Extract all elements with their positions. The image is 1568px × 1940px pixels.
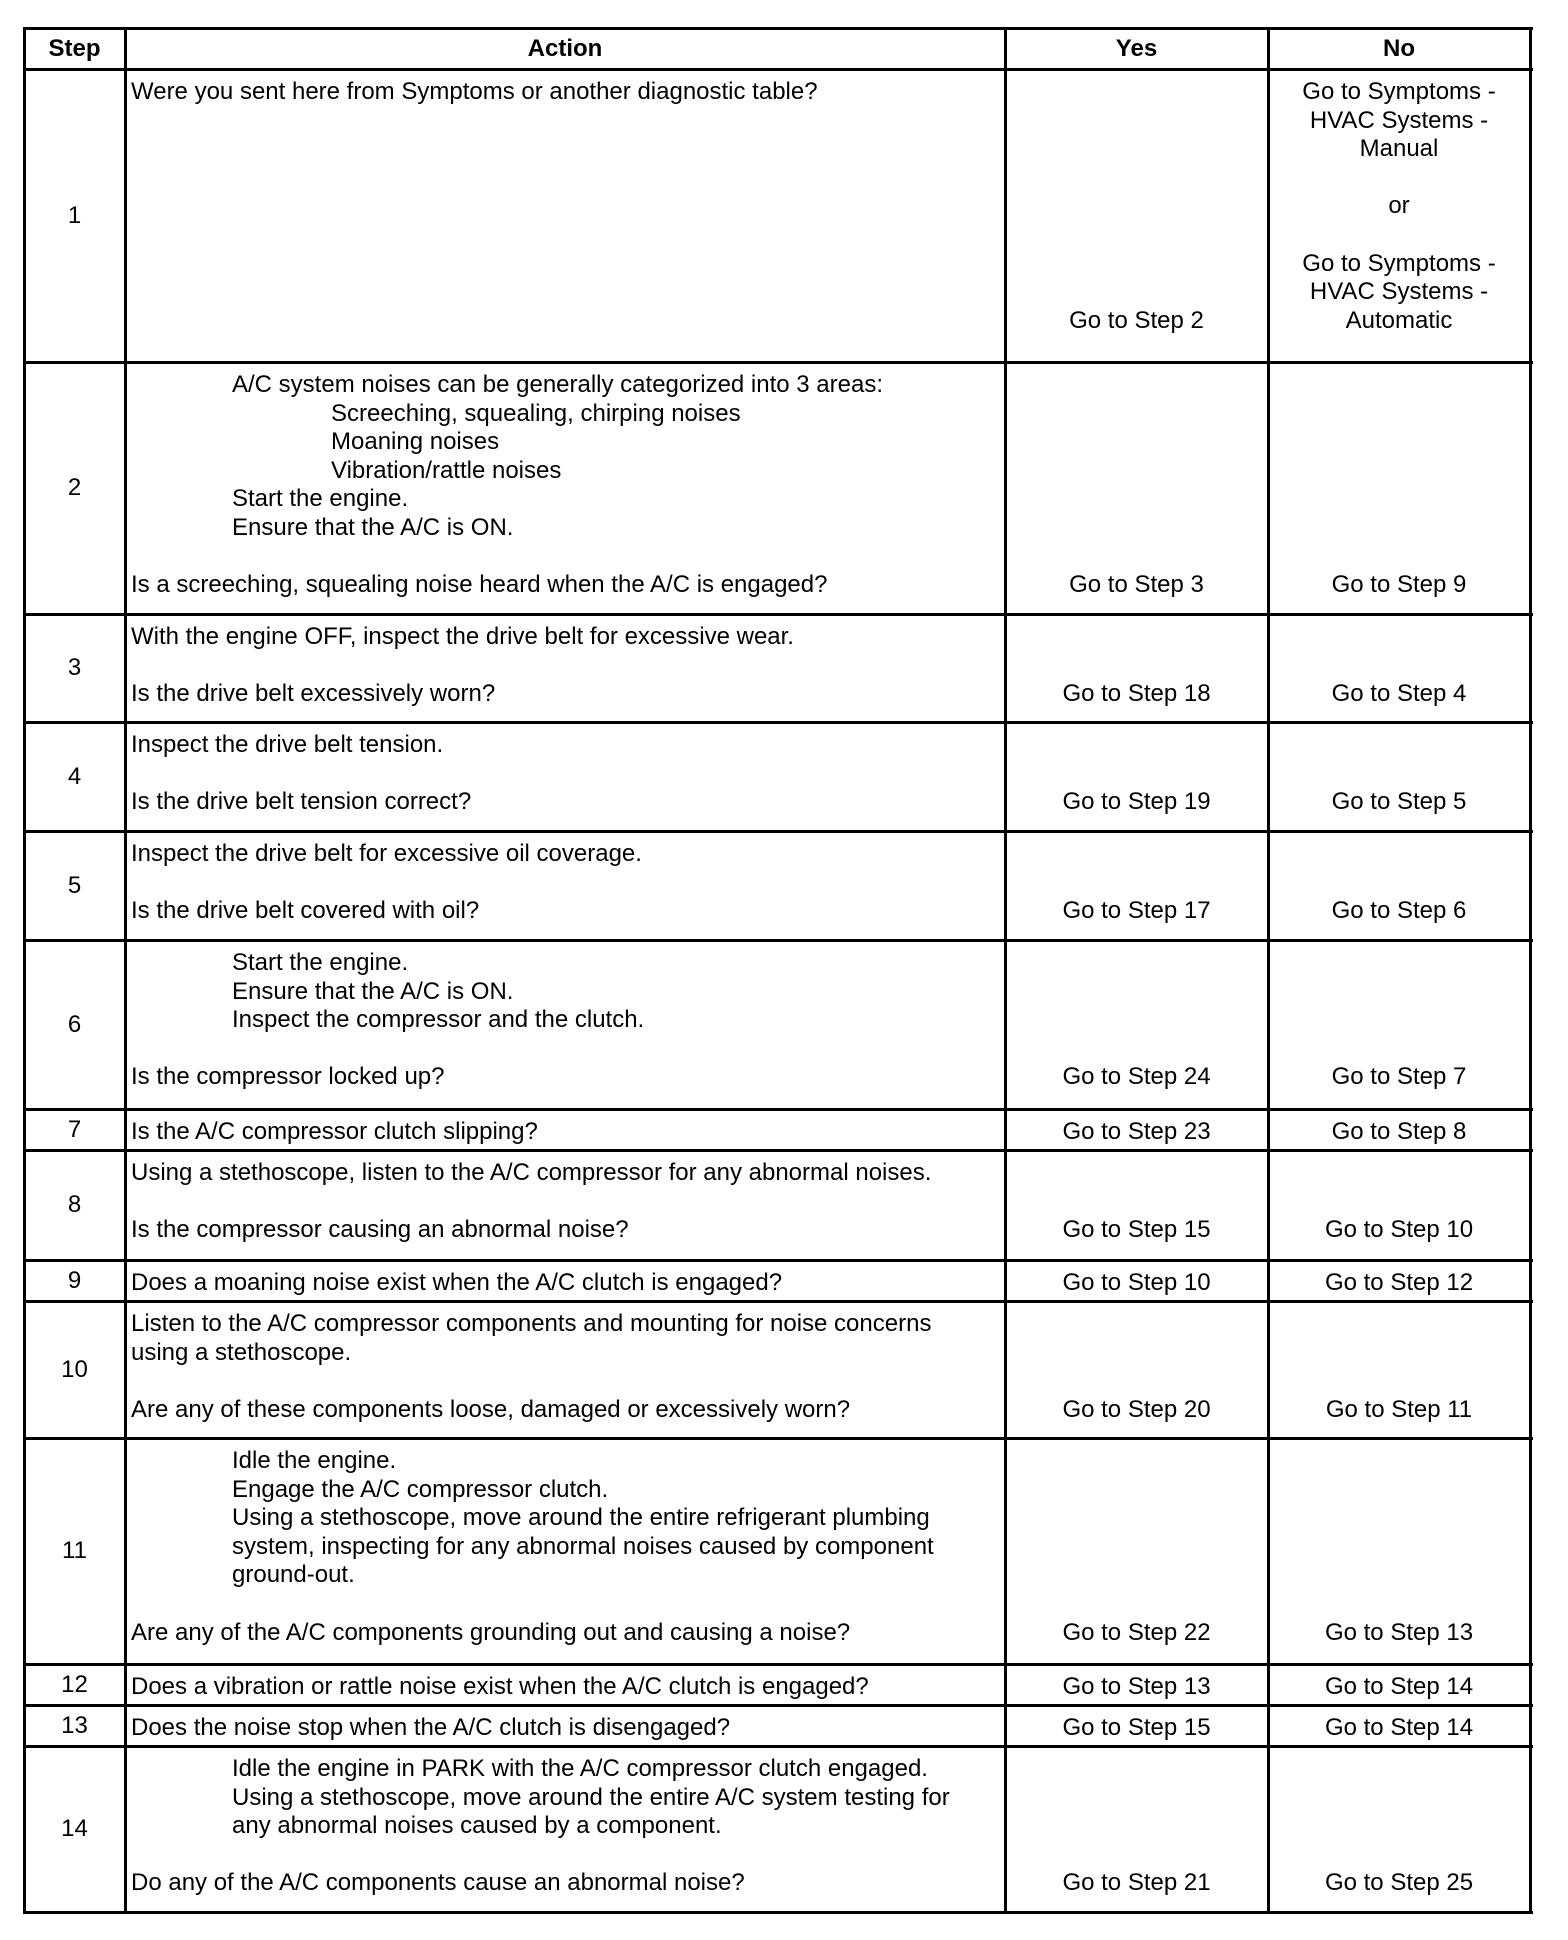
- table-row-rule: [24, 1704, 1533, 1707]
- yes-result: Go to Step 21: [1062, 1869, 1211, 1897]
- table-row-rule: [24, 27, 1533, 30]
- action-text: Listen to the A/C compressor components and mounting for noise concerns: [131, 1310, 932, 1337]
- step-number: 10: [61, 1355, 88, 1383]
- table-row-rule: [24, 1259, 1533, 1262]
- action-text: Is the compressor causing an abnormal noise?: [131, 1216, 629, 1244]
- no-result: Go to Step 14: [1324, 1714, 1474, 1741]
- action-text: Does the noise stop when the A/C clutch is disengaged?: [131, 1714, 731, 1741]
- table-row-rule: [24, 1149, 1533, 1152]
- table-row-rule: [24, 1663, 1533, 1666]
- table-column-rule: [1267, 27, 1270, 1914]
- action-text: Moaning noises: [331, 428, 500, 456]
- header-yes: Yes: [1115, 35, 1158, 62]
- no-result: Go to Step 14: [1324, 1673, 1474, 1700]
- table-row-rule: [24, 830, 1533, 833]
- action-text: Is the A/C compressor clutch slipping?: [131, 1118, 538, 1145]
- action-text: Is the drive belt tension correct?: [131, 788, 472, 816]
- no-result: HVAC Systems -: [1309, 278, 1489, 306]
- action-text: Are any of the A/C components grounding out and causing a noise?: [131, 1618, 851, 1646]
- yes-result: Go to Step 2: [1069, 306, 1204, 334]
- step-number: 3: [67, 654, 82, 681]
- header-action: Action: [527, 35, 603, 62]
- yes-result: Go to Step 3: [1069, 571, 1204, 599]
- action-text: Inspect the drive belt tension.: [131, 731, 444, 758]
- action-text: Is a screeching, squealing noise heard when the A/C is engaged?: [131, 571, 828, 599]
- no-result: Go to Step 25: [1324, 1869, 1474, 1897]
- no-result: Manual: [1359, 135, 1439, 163]
- action-text: A/C system noises can be generally categorized into 3 areas:: [232, 371, 884, 398]
- action-text: Using a stethoscope, listen to the A/C compressor for any abnormal noises.: [131, 1159, 932, 1186]
- yes-result: Go to Step 15: [1062, 1216, 1211, 1244]
- step-number: 2: [67, 474, 82, 501]
- yes-result: Go to Step 15: [1062, 1714, 1211, 1741]
- action-text: Idle the engine.: [232, 1447, 397, 1474]
- action-text: ground-out.: [232, 1561, 355, 1589]
- action-text: any abnormal noises caused by a component.: [232, 1812, 722, 1840]
- no-result: Go to Step 12: [1324, 1269, 1474, 1296]
- table-row-rule: [24, 1300, 1533, 1303]
- no-result: Go to Step 8: [1331, 1118, 1467, 1145]
- action-text: Inspect the compressor and the clutch.: [232, 1006, 645, 1034]
- yes-result: Go to Step 24: [1062, 1063, 1211, 1091]
- table-row-rule: [24, 1745, 1533, 1748]
- action-text: Does a moaning noise exist when the A/C clutch is engaged?: [131, 1269, 783, 1296]
- step-number: 5: [67, 871, 82, 899]
- action-text: Ensure that the A/C is ON.: [232, 977, 514, 1005]
- yes-result: Go to Step 19: [1062, 788, 1211, 816]
- yes-result: Go to Step 18: [1062, 680, 1211, 708]
- step-number: 1: [67, 201, 82, 229]
- action-text: Is the compressor locked up?: [131, 1063, 445, 1091]
- action-text: Is the drive belt covered with oil?: [131, 897, 480, 925]
- action-text: system, inspecting for any abnormal noises caused by component: [232, 1532, 934, 1560]
- yes-result: Go to Step 17: [1062, 897, 1211, 925]
- step-number: 6: [67, 1010, 82, 1038]
- action-text: Screeching, squealing, chirping noises: [331, 399, 741, 427]
- step-number: 14: [61, 1815, 88, 1842]
- action-text: Ensure that the A/C is ON.: [232, 514, 514, 541]
- action-text: Using a stethoscope, move around the entire refrigerant plumbing: [232, 1504, 930, 1532]
- action-text: Do any of the A/C components cause an abnormal noise?: [131, 1869, 745, 1897]
- table-row-rule: [24, 721, 1533, 724]
- table-row-rule: [24, 1437, 1533, 1440]
- no-result: Go to Step 11: [1325, 1395, 1473, 1423]
- action-text: using a stethoscope.: [131, 1338, 352, 1366]
- yes-result: Go to Step 20: [1062, 1395, 1211, 1423]
- step-number: 9: [67, 1266, 82, 1294]
- yes-result: Go to Step 13: [1062, 1673, 1211, 1700]
- step-number: 7: [67, 1115, 82, 1143]
- table-column-rule: [124, 27, 127, 1914]
- action-text: Start the engine.: [232, 485, 409, 513]
- no-result: Go to Step 5: [1331, 788, 1467, 816]
- step-number: 8: [67, 1191, 82, 1218]
- table-column-rule: [1529, 27, 1532, 1914]
- table-row-rule: [24, 361, 1533, 364]
- action-text: With the engine OFF, inspect the drive belt for excessive wear.: [131, 623, 794, 650]
- step-number: 12: [61, 1670, 88, 1698]
- no-result: or: [1388, 192, 1410, 220]
- no-result: Go to Symptoms -: [1302, 78, 1496, 105]
- header-step: Step: [48, 35, 101, 62]
- no-result: Go to Step 6: [1331, 897, 1467, 925]
- action-text: Does a vibration or rattle noise exist when the A/C clutch is engaged?: [131, 1673, 869, 1700]
- action-text: Are any of these components loose, damaged or excessively worn?: [131, 1395, 851, 1423]
- action-text: Start the engine.: [232, 949, 409, 976]
- step-number: 4: [67, 762, 82, 790]
- yes-result: Go to Step 22: [1062, 1618, 1211, 1646]
- action-text: Using a stethoscope, move around the entire A/C system testing for: [232, 1783, 950, 1811]
- no-result: Go to Step 10: [1324, 1216, 1474, 1244]
- yes-result: Go to Step 23: [1062, 1118, 1211, 1145]
- step-number: 13: [61, 1711, 88, 1739]
- action-text: Idle the engine in PARK with the A/C compressor clutch engaged.: [232, 1755, 928, 1782]
- no-result: Go to Step 4: [1331, 680, 1467, 708]
- table-row-rule: [24, 939, 1533, 942]
- header-no: No: [1383, 35, 1415, 62]
- action-text: Engage the A/C compressor clutch.: [232, 1475, 609, 1503]
- action-text: Were you sent here from Symptoms or another diagnostic table?: [131, 78, 818, 105]
- no-result: Go to Symptoms -: [1302, 249, 1496, 277]
- yes-result: Go to Step 10: [1062, 1269, 1211, 1296]
- table-column-rule: [23, 27, 26, 1914]
- table-row-rule: [24, 1911, 1533, 1914]
- step-number: 11: [62, 1537, 87, 1564]
- table-column-rule: [1004, 27, 1007, 1914]
- no-result: HVAC Systems -: [1309, 106, 1489, 134]
- action-text: Vibration/rattle noises: [331, 456, 562, 484]
- table-row-rule: [24, 613, 1533, 616]
- action-text: Inspect the drive belt for excessive oil coverage.: [131, 840, 642, 867]
- no-result: Go to Step 13: [1324, 1618, 1474, 1646]
- table-row-rule: [24, 68, 1533, 71]
- table-row-rule: [24, 1108, 1533, 1111]
- no-result: Automatic: [1345, 306, 1453, 334]
- action-text: Is the drive belt excessively worn?: [131, 680, 496, 708]
- no-result: Go to Step 9: [1331, 571, 1467, 599]
- no-result: Go to Step 7: [1331, 1063, 1467, 1091]
